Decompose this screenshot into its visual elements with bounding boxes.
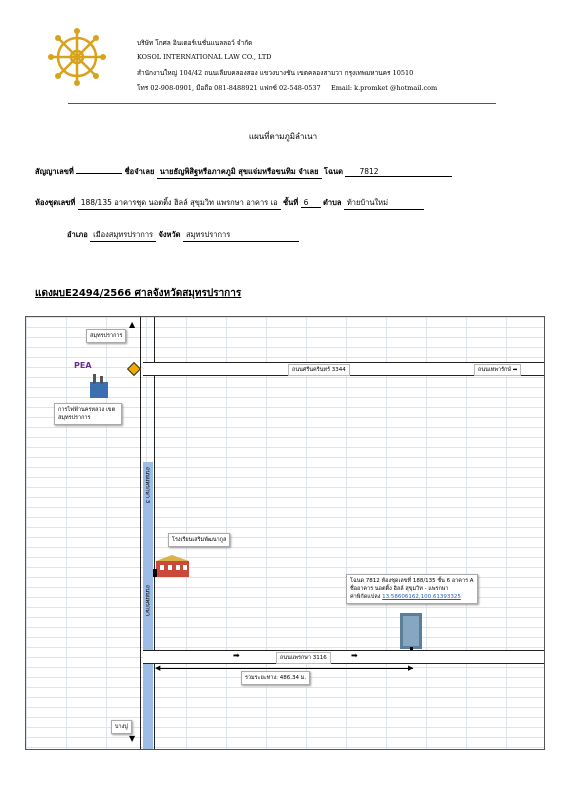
school-pin (153, 569, 157, 577)
company-name-th: บริษัท โกศล อินเตอร์เนชั่นแนลลอว์ จำกัด (137, 39, 253, 47)
province-value: สมุทรปราการ (183, 229, 299, 242)
label-bang-pu: บางปู (111, 720, 132, 734)
property-line2: ชื่ออาคาร นอตติ้ง ฮิลล์ สุขุมวิท - แพรกษา (350, 586, 449, 592)
arrow-right-icon: ➡ (351, 651, 358, 660)
header-divider (68, 103, 496, 104)
road-srinakarin-label: ถนนศรีนครินทร์ 3344 (288, 364, 350, 376)
road-vertical-1-label: ถนนแพรกษา 3 (144, 467, 150, 504)
contact-email[interactable]: Email: k.promket @hotmail.com (330, 84, 438, 92)
arrow-up-icon: ▲ (129, 320, 136, 329)
arrow-right-icon: ➡ (233, 651, 240, 660)
contract-label: สัญญาเลขที่ (35, 167, 74, 176)
deed-value: 7812 (345, 167, 452, 177)
road-vertical-2-label: ถนนแพรกษา (144, 585, 150, 617)
road-thepharak-label: ถนนเทพารักษ์ ➡ (474, 364, 521, 376)
road-edge-right (154, 317, 155, 749)
company-logo (46, 26, 108, 88)
distance-line (159, 668, 413, 669)
property-coords-label: ค่าพิกัดแปลง (350, 594, 381, 600)
company-name-en: KOSOL INTERNATIONAL LAW CO., LTD (137, 53, 272, 61)
contact-phones: โทร 02-908-0901, มือถือ 081-8488921 แฟกซ์ 02-548-0537 (137, 84, 321, 92)
arrow-left-icon: ◀ (155, 664, 161, 672)
subdistrict-label: ตำบล (322, 198, 342, 207)
company-address: สำนักงานใหญ่ 104/42 ถนนเลียบคลองสอง แขวงบางชัน เขตคลองสามวา กรุงเทพมหานคร 10510 (137, 69, 414, 77)
property-coords-row (350, 593, 474, 601)
school-building-icon (156, 555, 189, 577)
road-praeksa (143, 650, 544, 664)
arrow-down-icon: ▼ (129, 734, 136, 743)
school-label: โรงเรียนเสริมพัฒนากูล (168, 533, 230, 547)
property-coords-link[interactable]: 13.58606162,100.61393325 (382, 594, 461, 600)
district-label: อำเภอ (67, 230, 88, 239)
property-info-box (346, 574, 478, 604)
province-label: จังหวัด (158, 230, 181, 239)
company-contact (137, 83, 437, 93)
unit-value: 188/135 อาคารชุด นอตติ้ง ฮิลล์ สุขุมวิท แพรกษา อาคาร เอ (78, 197, 281, 210)
floor-value: 6 (301, 198, 321, 208)
unit-row (35, 197, 424, 210)
arrow-right-icon: ▶ (408, 664, 414, 672)
traffic-light-icon (127, 362, 141, 376)
location-map (25, 316, 545, 750)
contract-value (76, 173, 122, 174)
case-title: แดงผบE2494/2566 ศาลจังหวัดสมุทรปราการ (35, 288, 242, 299)
pea-office-label: การไฟฟ้านครหลวง เขตสมุทรปราการ (54, 403, 122, 425)
condo-building-icon (400, 613, 422, 649)
subdistrict-value: ท้ายบ้านใหม่ (344, 197, 424, 210)
road-edge-left (140, 317, 141, 749)
contract-row (35, 166, 452, 179)
floor-label: ชั้นที่ (283, 198, 299, 207)
district-value: เมืองสมุทรปราการ (90, 229, 156, 242)
distance-label: รวมระยะทาง: 486.34 ม. (241, 671, 310, 685)
district-row (67, 229, 299, 242)
deed-label: โฉนด (323, 167, 344, 176)
debtor-label: ชื่อจำเลย (124, 167, 155, 176)
arrow-right-icon: ➡ (512, 367, 518, 373)
document-title: แผนที่ตามภูมิลำเนา (248, 132, 318, 141)
property-line1: โฉนด 7812 ห้องชุดเลขที่ 188/135 ชั้น 6 อาคาร A (350, 578, 474, 584)
label-samut-prakan: สมุทรปราการ (86, 329, 126, 343)
unit-label: ห้องชุดเลขที่ (35, 198, 76, 207)
road-praeksa-label: ถนนแพรกษา 3116 (276, 652, 331, 664)
debtor-value: นายธัญพิสิฐหรือภาคภูมิ สุขแจ่มหรือขนทิม จำเลย (157, 166, 322, 179)
pea-logo: PEA (74, 361, 92, 370)
power-plant-icon (88, 372, 110, 398)
